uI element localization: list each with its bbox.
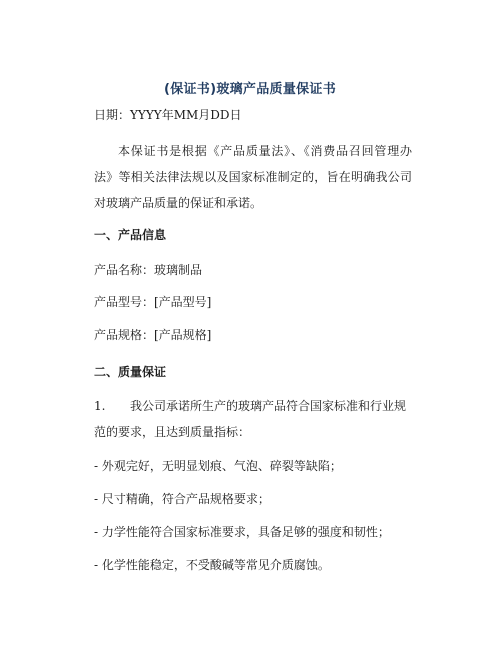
- product-spec-line: 产品规格：[产品规格]: [94, 328, 212, 342]
- product-name-line: 产品名称：玻璃制品: [94, 263, 203, 277]
- guarantee-point-1: [94, 393, 412, 445]
- date-line: 日期：YYYY年MM月DD日: [94, 108, 242, 122]
- bullet-chemical: - 化学性能稳定，不受酸碱等常见介质腐蚀。: [94, 558, 330, 572]
- point-number: 1.: [94, 399, 106, 413]
- point-text: 我公司承诺所生产的玻璃产品符合国家标准和行业规范的要求，且达到质量指标：: [94, 399, 407, 439]
- bullet-mechanical: - 力学性能符合国家标准要求，具备足够的强度和韧性；: [94, 525, 390, 539]
- bullet-dimensions: - 尺寸精确，符合产品规格要求；: [94, 492, 270, 506]
- document-title: (保证书)玻璃产品质量保证书: [163, 82, 337, 97]
- product-model-line: 产品型号：[产品型号]: [94, 295, 212, 309]
- bullet-appearance: - 外观完好，无明显划痕、气泡、碎裂等缺陷；: [94, 459, 342, 473]
- intro-paragraph: 本保证书是根据《产品质量法》、《消费品召回管理办法》等相关法律法规以及国家标准制定的，旨在明确我公司对玻璃产品质量的保证和承诺。: [94, 144, 412, 210]
- section-heading-quality-guarantee: 二、质量保证: [94, 365, 167, 379]
- section-heading-product-info: 一、产品信息: [94, 228, 167, 242]
